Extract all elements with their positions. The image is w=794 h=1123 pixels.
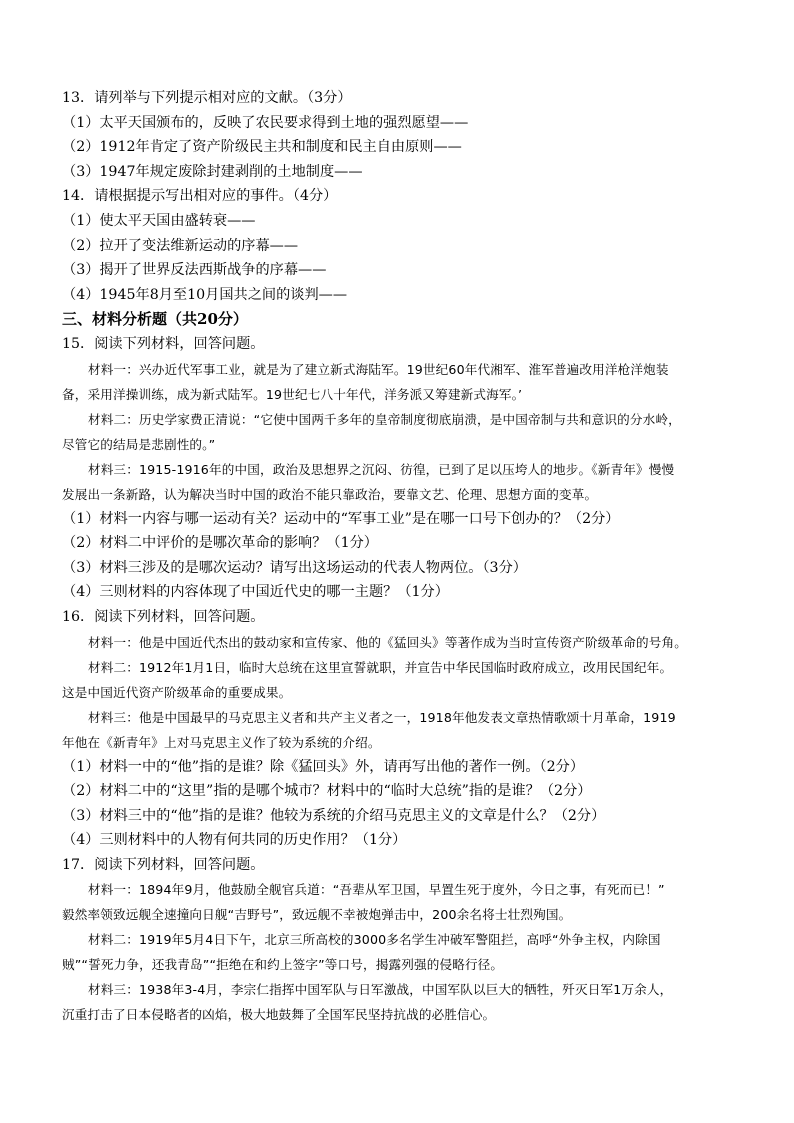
material-line: 备，采用洋操训练，成为新式陆军。19世纪七八十年代，洋务派又筹建新式海军。’: [62, 386, 523, 402]
material-line: 材料三：1938年3-4月，李宗仁指挥中国军队与日军激战，中国军队以巨大的牺牲，歼灭日军1万余人，: [88, 982, 673, 998]
material-line: 材料三：1915-1916年的中国，政治及思想界之沉闷、彷徨，已到了足以压垮人的地步。《新青年》慢慢: [88, 461, 675, 477]
material-line: 材料一：兴办近代军事工业，就是为了建立新式海陆军。19世纪60年代湘军、淮军普遍改用洋枪洋炮装: [88, 361, 669, 377]
q15-question-2: （2）材料二中评价的是哪次革命的影响？（1分）: [62, 535, 378, 552]
q17-title: 17．阅读下列材料，回答问题。: [62, 856, 265, 873]
material-line: 材料一：1894年9月，他鼓励全舰官兵道：“吾辈从军卫国，早置生死于度外，今日之事，有死而已！”: [88, 882, 665, 898]
q15-material-2: [62, 407, 742, 457]
q16-material-3: [62, 705, 742, 755]
section-heading: 三、材料分析题（共20分）: [62, 310, 248, 329]
material-line: 这是中国近代资产阶级革命的重要成果。: [62, 684, 292, 700]
q17-material-2: [62, 927, 742, 977]
q16-material-1: [62, 630, 742, 655]
q14-item-3: （3）揭开了世界反法西斯战争的序幕——: [62, 262, 327, 279]
q15-material-3: [62, 457, 742, 507]
q15-question-1: （1）材料一内容与哪一运动有关？运动中的“军事工业”是在哪一口号下创办的？（2分）: [62, 510, 620, 527]
q16-question-2: （2）材料二中的“这里”指的是哪个城市？材料中的“临时大总统”指的是谁？（2分）: [62, 783, 592, 800]
material-line: 毅然率领致远舰全速撞向日舰“吉野号”，致远舰不幸被炮弹击中，200余名将士壮烈殉国。: [62, 907, 572, 923]
q15-title: 15．阅读下列材料，回答问题。: [62, 335, 265, 352]
q13-item-2: （2）1912年肯定了资产阶级民主共和制度和民主自由原则——: [62, 139, 462, 156]
material-line: 材料二：1919年5月4日下午，北京三所高校的3000多名学生冲破军警阻拦，高呼“外争主权，内除国: [88, 932, 661, 948]
material-line: 材料二：历史学家费正清说：“它使中国两千多年的皇帝制度彻底崩溃，是中国帝制与共和意识的分水岭，: [88, 411, 681, 427]
q16-question-3: （3）材料三中的“他”指的是谁？他较为系统的介绍马克思主义的文章是什么？（2分）: [62, 807, 606, 824]
material-line: 材料一：他是中国近代杰出的鼓动家和宣传家、他的《猛回头》等著作成为当时宣传资产阶级革命的号角。: [88, 634, 687, 650]
q13-item-1: （1）太平天国颁布的，反映了农民要求得到土地的强烈愿望——: [62, 114, 469, 131]
q15-question-3: （3）材料三涉及的是哪次运动？请写出这场运动的代表人物两位。（3分）: [62, 559, 527, 576]
q16-question-4: （4）三则材料中的人物有何共同的历史作用？（1分）: [62, 832, 407, 849]
material-line: 材料二：1912年1月1日，临时大总统在这里宣誓就职，并宣告中华民国临时政府成立，改用民国纪年。: [88, 659, 673, 675]
material-line: 沉重打击了日本侵略者的凶焰，极大地鼓舞了全国军民坚持抗战的必胜信心。: [62, 1007, 496, 1023]
q15-question-4: （4）三则材料的内容体现了中国近代史的哪一主题？（1分）: [62, 584, 449, 601]
q16-question-1: （1）材料一中的“他”指的是谁？除《猛回头》外，请再写出他的著作一例。（2分）: [62, 758, 585, 775]
material-line: 材料三：他是中国最早的马克思主义者和共产主义者之一，1918年他发表文章热情歌颂十月革命，1919: [88, 709, 676, 725]
q17-material-1: [62, 877, 742, 927]
exam-page: [62, 86, 742, 1027]
q14-title: 14．请根据提示写出相对应的事件。（4分）: [62, 188, 338, 205]
q16-title: 16．阅读下列材料，回答问题。: [62, 608, 265, 625]
q14-item-1: （1）使太平天国由盛转衰——: [62, 212, 256, 229]
material-line: 发展出一条新路，认为解决当时中国的政治不能只靠政治，要靠文艺、伦理、思想方面的变革。: [62, 486, 598, 502]
material-line: 贼”“誓死力争，还我青岛”“拒绝在和约上签字”等口号，揭露列强的侵略行径。: [62, 957, 504, 973]
q13-title: 13．请列举与下列提示相对应的文献。（3分）: [62, 90, 352, 106]
material-line: 年他在《新青年》上对马克思主义作了较为系统的介绍。: [62, 734, 381, 750]
q13-item-3: （3）1947年规定废除封建剥削的土地制度——: [62, 163, 363, 180]
q16-material-2: [62, 655, 742, 705]
q17-material-3: [62, 977, 742, 1027]
material-line: 尽管它的结局是悲剧性的。”: [62, 436, 216, 452]
q14-item-2: （2）拉开了变法维新运动的序幕——: [62, 237, 299, 254]
q14-item-4: （4）1945年8月至10月国共之间的谈判——: [62, 286, 348, 303]
q15-material-1: [62, 357, 742, 407]
